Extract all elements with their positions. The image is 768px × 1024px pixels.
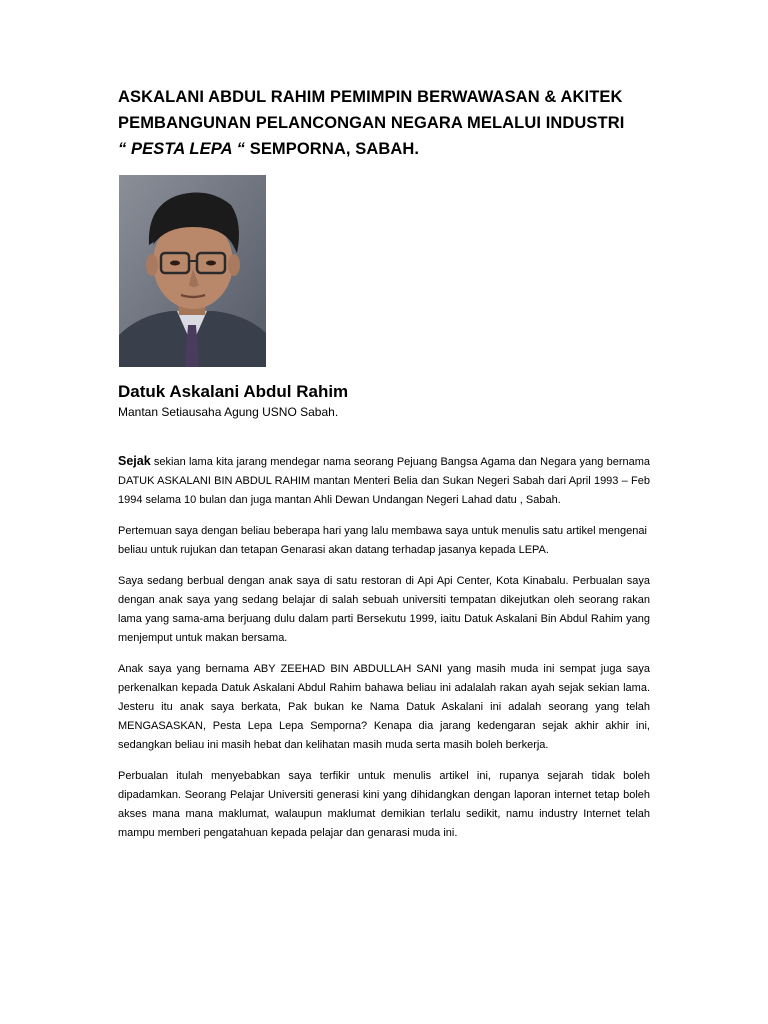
- paragraph-4: Anak saya yang bernama ABY ZEEHAD BIN ABDULLAH SANI yang masih muda ini sempat juga saya perkenalkan kepada Datuk Askalani Abdul Rahim bahawa beliau ini adalalah rakan ayah sejak sekian lama. Jesteru itu anak saya berkata, Pak bukan ke Nama Datuk Askalani ini adalah seorang yang telah MENGASASKAN, Pesta Lepa Lepa Semporna? Kenapa dia jarang kedengaran sejak akhir akhir ini, sedangkan beliau ini masih hebat dan kelihatan masih muda serta masih boleh berkerja.: [118, 663, 650, 751]
- paragraph-1-text: sekian lama kita jarang mendegar nama seorang Pejuang Bangsa Agama dan Negara yang bernama DATUK ASKALANI BIN ABDUL RAHIM mantan Menteri Belia dan Sukan Negeri Sabah dari April 1993 – Feb 1994 selama 10 bulan dan juga mantan Ahli Dewan Undangan Negeri Lahad datu , Sabah.: [118, 456, 650, 506]
- title-line-2: PEMBANGUNAN PELANCONGAN NEGARA MELALUI INDUSTRI: [118, 114, 625, 132]
- article-title: [118, 84, 678, 162]
- title-line-3: [118, 136, 678, 162]
- paragraph-5: Perbualan itulah menyebabkan saya terfikir untuk menulis artikel ini, rupanya sejarah tidak boleh dipadamkan. Seorang Pelajar Universiti generasi kini yang dihidangkan dengan laporan internet tetap boleh akses mana mana maklumat, walaupun maklumat demikian terlalu sedikit, namu industry Internet telah mampu memberi pengatahuan kepada pelajar dan genarasi muda ini.: [118, 770, 650, 839]
- title-open-quote: “: [118, 140, 132, 158]
- portrait-illustration: [119, 175, 266, 367]
- paragraph-1: [118, 452, 650, 510]
- title-close-quote: “: [231, 140, 246, 158]
- portrait-photo: [119, 175, 266, 367]
- person-role: Mantan Setiausaha Agung USNO Sabah.: [118, 405, 339, 419]
- paragraph-3: Saya sedang berbual dengan anak saya di satu restoran di Api Api Center, Kota Kinabalu. Perbualan saya dengan anak saya yang sedang belajar di salah sebuah universiti tempatan dikejutkan oleh seorang rakan lama yang sama-ama berjuang dulu dalam parti Bersekutu 1999, iaitu Datuk Askalani Bin Abdul Rahim yang menjemput untuk makan bersama.: [118, 575, 650, 644]
- title-line-3-rest: SEMPORNA, SABAH.: [245, 140, 420, 158]
- paragraph-2: Pertemuan saya dengan beliau beberapa hari yang lalu membawa saya untuk menulis satu artikel mengenai beliau untuk rujukan dan tetapan Genarasi akan datang terhadap jasanya kepada LEPA.: [118, 525, 647, 556]
- title-line-1: ASKALANI ABDUL RAHIM PEMIMPIN BERWAWASAN & AKITEK: [118, 88, 623, 106]
- lead-word: Sejak: [118, 454, 151, 468]
- article-body: [118, 452, 650, 855]
- title-pesta-lepa: PESTA LEPA: [131, 140, 232, 158]
- person-name: Datuk Askalani Abdul Rahim: [118, 382, 349, 401]
